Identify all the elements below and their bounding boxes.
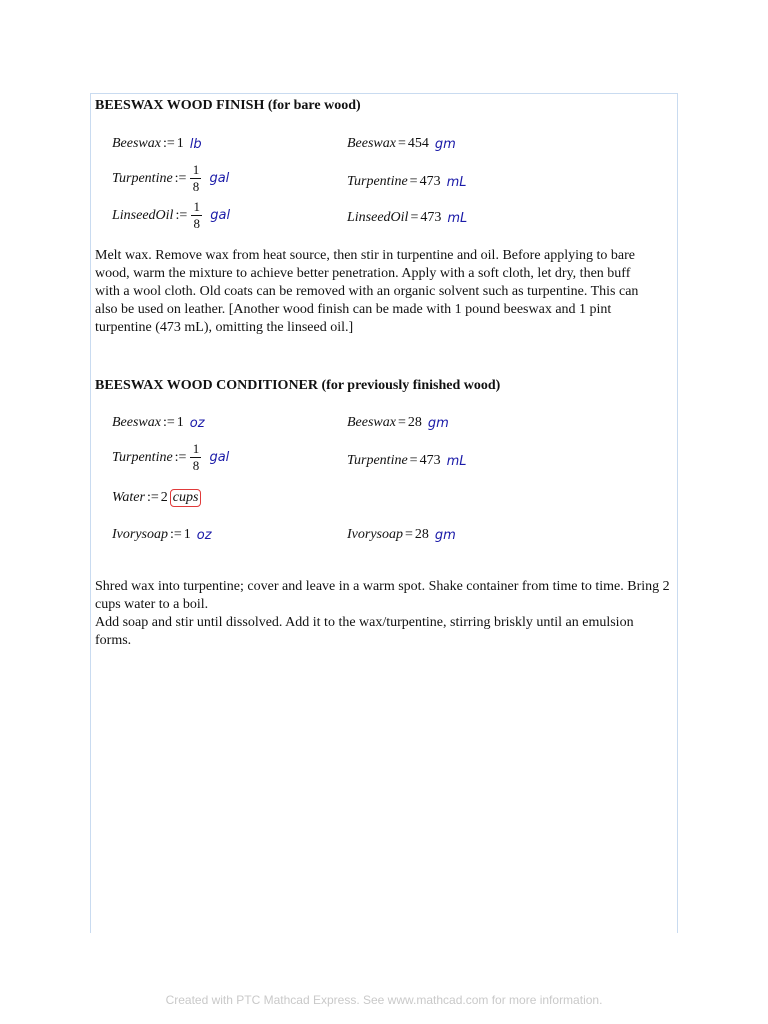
variable-name: Water	[112, 490, 145, 505]
denominator: 8	[192, 179, 200, 194]
numerator: 1	[192, 441, 200, 456]
unit: mL	[446, 174, 467, 190]
denominator: 8	[193, 216, 200, 231]
assign-operator: :=	[162, 415, 175, 430]
unit: lb	[189, 136, 202, 152]
value: 473	[420, 210, 442, 225]
turpentine-evaluation[interactable]	[347, 174, 466, 190]
linseedoil-definition[interactable]	[112, 200, 230, 231]
assign-operator: :=	[146, 490, 159, 505]
variable-name: LinseedOil	[347, 210, 409, 225]
unit: gm	[434, 136, 456, 152]
variable-name: Beeswax	[112, 136, 161, 151]
value: 2	[160, 490, 168, 505]
equals-operator: =	[409, 453, 418, 468]
assign-operator: :=	[162, 136, 175, 151]
value: 1	[176, 415, 184, 430]
unit: gal	[209, 171, 230, 186]
value: 1	[176, 136, 184, 151]
section2-instructions-2: Add soap and stir until dissolved. Add it to the wax/turpentine, stirring briskly until an emulsion forms.	[95, 615, 634, 648]
unit: gal	[210, 208, 231, 223]
section2-instructions-1: Shred wax into turpentine; cover and leave in a warm spot. Shake container from time to time. Bring 2 cups water to a boil.	[95, 579, 670, 612]
equals-operator: =	[409, 174, 418, 189]
section1-heading: BEESWAX WOOD FINISH (for bare wood)	[95, 98, 361, 113]
assign-operator: :=	[174, 170, 187, 186]
variable-name: Turpentine	[112, 449, 173, 465]
value: 28	[407, 415, 422, 430]
linseedoil-evaluation[interactable]	[347, 210, 467, 226]
unit: oz	[196, 527, 212, 543]
variable-name: Beeswax	[347, 415, 396, 430]
variable-name: Beeswax	[112, 415, 161, 430]
numerator: 1	[192, 162, 200, 177]
equals-operator: =	[405, 527, 413, 542]
footer-credit: Created with PTC Mathcad Express. See www.mathcad.com for more information.	[165, 993, 603, 1007]
water-definition[interactable]	[112, 489, 201, 507]
equals-operator: =	[410, 210, 419, 225]
ivorysoap-definition[interactable]	[112, 527, 212, 543]
beeswax-definition[interactable]	[112, 136, 202, 152]
numerator: 1	[193, 199, 200, 214]
unit-error-highlight[interactable]: cups	[170, 489, 202, 507]
value: 1	[183, 527, 191, 542]
equals-operator: =	[397, 415, 406, 430]
turpentine-evaluation[interactable]	[347, 453, 466, 469]
beeswax-definition[interactable]	[112, 415, 205, 431]
equals-operator: =	[397, 136, 406, 151]
fraction	[190, 163, 201, 194]
unit: mL	[447, 210, 468, 226]
value: 473	[419, 453, 441, 468]
variable-name: Turpentine	[347, 174, 408, 189]
assign-operator: :=	[170, 527, 182, 542]
unit: gm	[427, 415, 449, 431]
fraction	[191, 200, 202, 231]
variable-name: Beeswax	[347, 136, 396, 151]
unit: mL	[446, 453, 467, 469]
value: 454	[407, 136, 429, 151]
assign-operator: :=	[174, 449, 187, 465]
turpentine-definition[interactable]	[112, 442, 229, 473]
variable-name: Ivorysoap	[347, 527, 403, 542]
value: 473	[419, 174, 441, 189]
fraction	[190, 442, 201, 473]
variable-name: Ivorysoap	[112, 527, 168, 542]
turpentine-definition[interactable]	[112, 163, 229, 194]
ivorysoap-evaluation[interactable]	[347, 527, 456, 543]
variable-name: LinseedOil	[112, 207, 174, 223]
variable-name: Turpentine	[347, 453, 408, 468]
unit: oz	[189, 415, 205, 431]
assign-operator: :=	[175, 207, 188, 223]
beeswax-evaluation[interactable]	[347, 136, 456, 152]
unit: gal	[209, 450, 230, 465]
variable-name: Turpentine	[112, 170, 173, 186]
value: 28	[414, 527, 429, 542]
unit: gm	[434, 527, 456, 543]
denominator: 8	[192, 458, 200, 473]
section1-instructions: Melt wax. Remove wax from heat source, then stir in turpentine and oil. Before applying to bare wood, warm the mixture to achieve better penetration. Apply with a soft cloth, let dry, then buff with a wool cloth. Old coats can be removed with an organic solvent such as turpentine. This can also be used on leather. [Another wood finish can be made with 1 pound beeswax and 1 pint turpentine (473 mL), omitting the linseed oil.]	[95, 248, 639, 335]
beeswax-evaluation[interactable]	[347, 415, 449, 431]
section2-heading: BEESWAX WOOD CONDITIONER (for previously finished wood)	[95, 378, 501, 393]
